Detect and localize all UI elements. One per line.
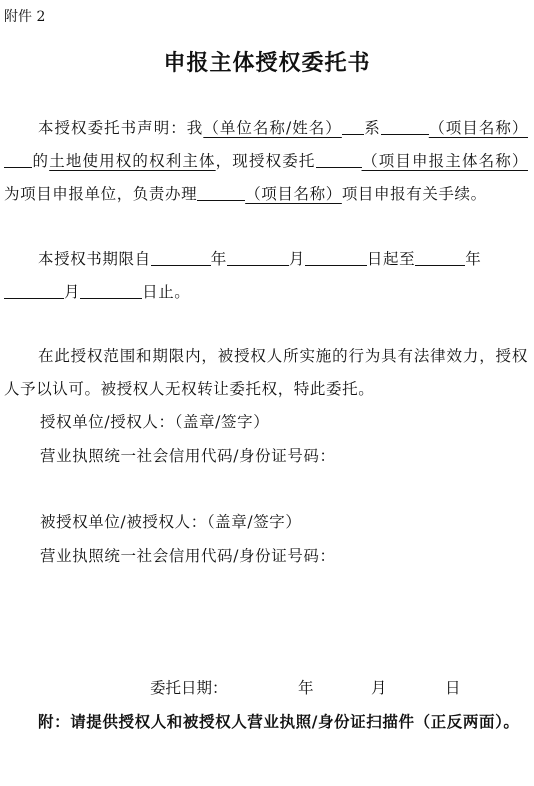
document-title: 申报主体授权委托书: [163, 50, 371, 76]
end-year-blank: [415, 249, 465, 266]
project-name-blank-3: [197, 184, 245, 201]
land-right-holder-text: 土地使用权的权利主体: [49, 152, 216, 170]
declaration-text-e: 的: [32, 152, 50, 170]
project-name-field-2: （项目名称）: [245, 185, 342, 203]
scope-paragraph: 在此授权范围和期限内，被授权人所实施的行为具有法律效力，授权人予以认可。被授权人无权转让委托权，特此委托。: [4, 347, 528, 398]
unit-name-field: （单位名称/姓名）: [203, 119, 342, 137]
applicant-name-field: （项目申报主体名称）: [361, 152, 528, 170]
declaration-paragraph: [4, 112, 528, 211]
start-month-blank: [227, 249, 289, 266]
end-day-blank: [80, 282, 142, 299]
declaration-text-a: 本授权委托书声明：我: [38, 119, 204, 137]
project-name-field: （项目名称）: [428, 119, 528, 137]
entrust-date-label: 委托日期：: [150, 679, 228, 697]
unit-name-blank: [342, 118, 364, 135]
grantee-label: 被授权单位/被授权人：（盖章/签字）: [40, 513, 302, 531]
term-day-from: 日起至: [366, 250, 416, 268]
end-month-blank: [4, 282, 64, 299]
term-month-2: 月: [64, 283, 81, 301]
grantor-id-label: 营业执照统一社会信用代码/身份证号码：: [40, 447, 336, 465]
attachment-note: 附：请提供授权人和被授权人营业执照/身份证扫描件（正反两面）。: [38, 712, 520, 731]
start-day-blank: [305, 249, 367, 266]
term-paragraph: [4, 243, 528, 309]
declaration-text-i: 为项目申报单位，负责办理: [4, 185, 198, 203]
declaration-text-g: ，现授权委托: [215, 152, 316, 170]
start-year-blank: [151, 249, 211, 266]
entrust-date-month: 月: [371, 679, 387, 697]
project-name-blank: [381, 118, 429, 135]
term-day-end: 日止。: [142, 283, 191, 301]
term-year: 年: [210, 250, 227, 268]
declaration-text-c: 系: [363, 119, 381, 137]
declaration-text-k: 项目申报有关手续。: [341, 185, 487, 203]
grantee-id-label: 营业执照统一社会信用代码/身份证号码：: [40, 547, 336, 565]
applicant-name-blank: [316, 151, 362, 168]
project-name-blank-2: [4, 151, 32, 168]
grantor-label: 授权单位/授权人：（盖章/签字）: [40, 413, 270, 431]
term-year-2: 年: [465, 250, 482, 268]
entrust-date-day: 日: [445, 679, 461, 697]
annex-label: 附件 2: [4, 9, 46, 25]
entrust-date-year: 年: [298, 679, 314, 697]
term-month: 月: [288, 250, 305, 268]
term-prefix: 本授权书期限自: [38, 250, 151, 268]
